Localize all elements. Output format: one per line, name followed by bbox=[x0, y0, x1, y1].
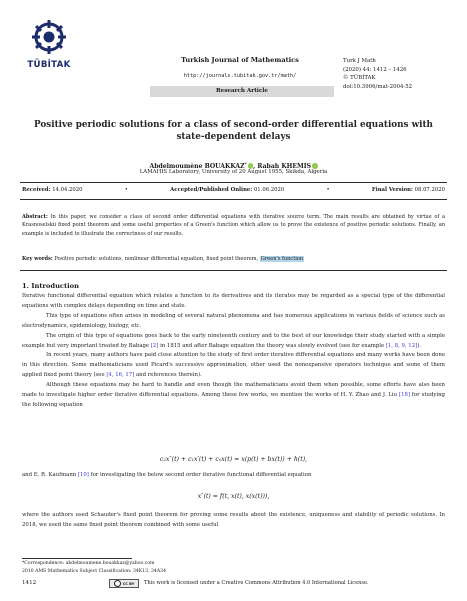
title-line-1: Positive periodic solutions for a class of second-order differential equations with bbox=[34, 120, 433, 130]
paragraph bbox=[22, 381, 445, 411]
keywords bbox=[22, 256, 445, 262]
received-date bbox=[22, 187, 83, 193]
tubitak-logo bbox=[20, 20, 78, 76]
accepted-date bbox=[170, 187, 284, 193]
journal-url[interactable]: http://journals.tubitak.gov.tr/math/ bbox=[183, 73, 297, 79]
affiliation: LAMAHIS Laboratory, University of 20 August 1955, Skikda, Algeria bbox=[139, 169, 328, 175]
paragraph-text: Although these equations may be hard to handle and even though the mathematicians avoid them when possible, some efforts have also been made to investigate higher order iterative differential equations. Among these few works, we mention the works of H. Y. Zhao and J. Liu bbox=[22, 382, 445, 399]
bullet-separator: • bbox=[124, 187, 128, 193]
paragraph bbox=[22, 332, 445, 352]
paragraph-text: for studying the following equation bbox=[22, 392, 445, 408]
keywords-label: Key words: bbox=[22, 256, 53, 262]
citation-link[interactable]: [4, 16, 17] bbox=[106, 372, 135, 379]
article-type-label: Research Article bbox=[216, 88, 268, 94]
intro-body bbox=[22, 292, 445, 411]
abstract-text: In this paper, we consider a class of second order differential equations with iterative source term. The main results are obtained by virtue of a Krasnoselskii fixed point theorem and some useful properties of a Green's function which allow us to prove the existence of positive periodic solutions. Finally, an example is included to illustrate the correctness of our results. bbox=[22, 214, 446, 237]
intro-body-continued bbox=[22, 471, 445, 481]
paragraph-text: and E. R. Kaufmann bbox=[22, 472, 78, 478]
author-separator: , bbox=[253, 163, 258, 171]
paragraph: where the authors used Schauder's fixed point theorem for proving some results about the existence, uniqueness and stability of periodic solutions. In 2018, we used the same fixed point theorem combined with some useful bbox=[22, 512, 445, 528]
intro-body-end bbox=[22, 511, 445, 531]
paragraph-text: ). bbox=[417, 342, 421, 349]
section-title: Introduction bbox=[31, 282, 79, 290]
bullet-separator: • bbox=[326, 187, 330, 193]
citation-link[interactable]: [18] bbox=[398, 392, 410, 399]
meta-copyright: © TÜBİTAK bbox=[343, 75, 376, 82]
paragraph: This type of equations often arises in modeling of several natural phenomena and has numerous applications in various fields of science such as electrodynamics, epidemiology, biology, etc. bbox=[22, 312, 445, 329]
cc-by-license-icon[interactable] bbox=[109, 579, 139, 588]
abstract bbox=[22, 213, 445, 238]
keyword-highlighted[interactable]: Green's function bbox=[260, 256, 304, 262]
paragraph-text: and references therein). bbox=[134, 372, 202, 379]
citation-link[interactable]: [2] bbox=[150, 342, 159, 349]
received-label: Received: bbox=[22, 187, 51, 193]
article-type-banner bbox=[150, 86, 334, 97]
journal-name: Turkish Journal of Mathematics bbox=[181, 56, 299, 64]
license-text: This work is licensed under a Creative Commons Attribution 4.0 International License. bbox=[144, 580, 369, 586]
cc-badge-text: CC BY bbox=[122, 581, 135, 586]
section-number: 1. bbox=[22, 282, 29, 290]
footnote-msc: 2010 AMS Mathematics Subject Classification: 34K13, 34A34 bbox=[22, 569, 166, 574]
citation-link[interactable]: [10] bbox=[77, 472, 89, 478]
final-label: Final Version: bbox=[371, 187, 413, 193]
paragraph: Iterative functional differential equation which relates a function to its derivatives and its iterates may be regarded as a special type of the differential equations with complex delays depending on time and state. bbox=[22, 293, 445, 309]
author-1: Abdelmoumène BOUAKKAZ bbox=[149, 163, 245, 171]
citation-link[interactable]: [1, 8, 9, 12] bbox=[385, 342, 418, 349]
received-value: 14.04.2020 bbox=[52, 187, 83, 193]
equation-2: x″(t) = f(t, x(t), x(x(t))), bbox=[197, 493, 270, 500]
paragraph-text: in 1815 and after Babage equation the theory was slowly evolved (see for example bbox=[158, 342, 386, 349]
author-2: Rabah KHEMIS bbox=[257, 163, 312, 171]
paragraph-text: The origin of this type of equations goes back to the early nineteenth century and to the best of our knowledge their study started with a simple example but very important treated by Babage bbox=[22, 332, 445, 349]
page-number: 1412 bbox=[22, 580, 37, 586]
paragraph bbox=[22, 351, 445, 381]
divider-abstract bbox=[20, 270, 447, 271]
footnote-rule bbox=[22, 558, 132, 559]
final-version-date bbox=[372, 187, 445, 193]
keywords-text: Positive periodic solutions, nonlinear differential equation, fixed point theorem, bbox=[54, 256, 259, 262]
dates-row bbox=[22, 187, 445, 193]
paper-title bbox=[30, 119, 437, 143]
meta-journal-abbrev: Turk J Math bbox=[343, 58, 376, 64]
divider-top bbox=[20, 182, 447, 183]
cc-circle-icon bbox=[114, 580, 121, 587]
footnote-correspondence: *Correspondence: abdelmoumene.bouakkaz@yahoo.com bbox=[22, 561, 155, 566]
equation-1: c₂x″(t) + c₁x′(t) + c₀x(t) = x(p(t) + bx(t)) + h(t), bbox=[159, 456, 308, 463]
paragraph-text: In recent years, many authors have paid close attention to the study of first order iterative differential equations and many works have been done in this direction. Some mathematicians used Picard's successive approximation, other used the nonexpansive operators technique and some of them applied fixed point theory (see bbox=[22, 352, 445, 379]
tubitak-wordmark: TÜBİTAK bbox=[27, 60, 71, 70]
divider-dates bbox=[20, 199, 447, 200]
title-line-2: state-dependent delays bbox=[176, 132, 291, 142]
orcid-icon[interactable] bbox=[312, 163, 318, 169]
accepted-value: 01.06.2020 bbox=[253, 187, 285, 193]
paragraph-text: for investigating the below second order iterative functional differential equation bbox=[88, 472, 312, 478]
section-heading bbox=[22, 282, 79, 290]
citation-meta bbox=[343, 57, 412, 91]
abstract-label: Abstract: bbox=[22, 214, 48, 220]
accepted-label: Accepted/Published Online: bbox=[170, 187, 253, 193]
final-value: 08.07.2020 bbox=[414, 187, 445, 193]
meta-volume-pages: (2020) 44: 1412 – 1426 bbox=[343, 66, 407, 73]
paragraph bbox=[22, 471, 445, 481]
corresponding-mark: * bbox=[244, 161, 247, 166]
meta-doi[interactable]: doi:10.3906/mat-2004-52 bbox=[343, 83, 413, 90]
